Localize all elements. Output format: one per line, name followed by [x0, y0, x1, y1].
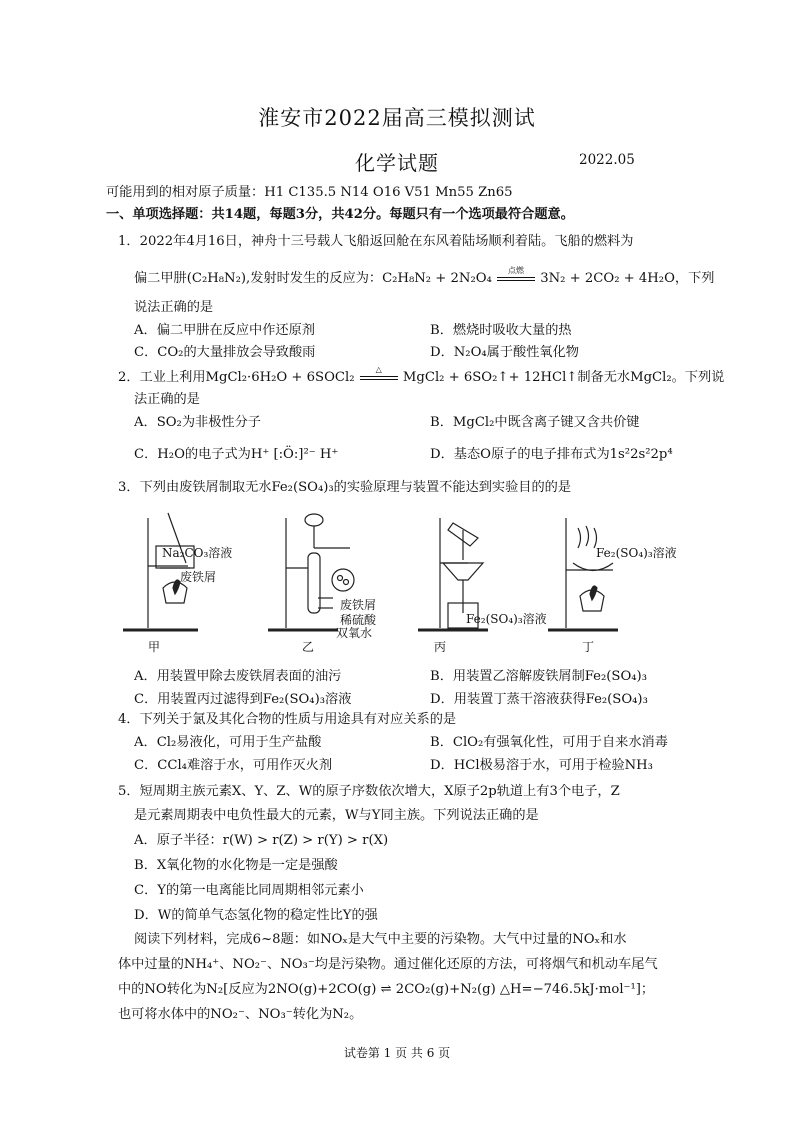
section-heading: 一、单项选择题：共14题，每题3分，共42分。每题只有一个选项最符合题意。	[106, 207, 574, 222]
q1-option-a: A．偏二甲肼在反应中作还原剂	[134, 323, 315, 338]
reading-line4: 也可将水体中的NO₂⁻、NO₃⁻转化为N₂。	[118, 1007, 363, 1022]
q5-stem-line2: 是元素周期表中电负性最大的元素，W与Y同主族。下列说法正确的是	[134, 808, 539, 823]
yi-label: 乙	[302, 640, 315, 654]
q1-option-c: C．CO₂的大量排放会导致酸雨	[134, 345, 316, 360]
page-subtitle: 化学试题	[355, 151, 439, 175]
q4-option-d: D．HCl极易溶于水，可用于检验NH₃	[430, 758, 653, 773]
exam-date: 2022.05	[579, 152, 635, 168]
q5-option-d: D．W的简单气态氢化物的稳定性比Y的强	[134, 908, 378, 923]
yi-liquid-label: 稀硫酸	[340, 613, 377, 627]
q5-option-a: A．原子半径：r(W) > r(Z) > r(Y) > r(X)	[134, 833, 389, 848]
q1-stem-line2-a: 偏二甲肼(C₂H₈N₂),发射时发生的反应为：C₂H₈N₂ + 2N₂O₄	[134, 271, 492, 286]
q3-stem: 3．下列由废铁屑制取无水Fe₂(SO₄)₃的实验原理与装置不能达到实验目的的是	[118, 480, 572, 495]
apparatus-figure	[118, 508, 678, 656]
jia-label: 甲	[148, 640, 161, 654]
jia-reagent-label: Na₂CO₃溶液	[162, 546, 233, 560]
reading-line2: 体中过量的NH₄⁺、NO₂⁻、NO₃⁻均是污染物。通过催化还原的方法，可将烟气和机动车尾气	[118, 957, 658, 972]
page-title: 淮安市2022届高三模拟测试	[258, 106, 536, 130]
q5-stem-line1: 5．短周期主族元素X、Y、Z、W的原子序数依次增大，X原子2p轨道上有3个电子，Z	[118, 784, 620, 799]
q1-stem-line3: 说法正确的是	[134, 300, 214, 315]
q1-stem-line1: 1．2022年4月16日，神舟十三号载人飞船返回舱在东风着陆场顺利着陆。飞船的燃料为	[118, 234, 634, 249]
q1-option-d: D．N₂O₄属于酸性氧化物	[430, 345, 579, 360]
q1-option-b: B．燃烧时吸收大量的热	[430, 323, 572, 338]
q5-option-b: B．X氧化物的水化物是一定是强酸	[134, 858, 338, 873]
yi-solid-label: 废铁屑	[340, 598, 377, 612]
q3-option-d: D．用装置丁蒸干溶液获得Fe₂(SO₄)₃	[430, 692, 648, 707]
yi-bath-label: 双氧水	[336, 626, 373, 640]
q2-option-b: B．MgCl₂中既含离子键又含共价键	[430, 415, 640, 430]
q5-option-c: C．Y的第一电离能比同周期相邻元素小	[134, 883, 364, 898]
jia-solid-label: 废铁屑	[180, 570, 217, 584]
reaction-arrow	[496, 266, 536, 289]
q4-option-c: C．CCl₄难溶于水，可用作灭火剂	[134, 758, 333, 773]
atomic-masses: 可能用到的相对原子质量：H1 C135.5 N14 O16 V51 Mn55 Zn65	[106, 185, 513, 200]
q2-stem-line2: 法正确的是	[134, 392, 200, 407]
q2-stem-line1-a: 2．工业上利用MgCl₂·6H₂O + 6SOCl₂	[118, 370, 355, 385]
reaction-arrow	[359, 365, 399, 388]
q3-option-b: B．用装置乙溶解废铁屑制Fe₂(SO₄)₃	[430, 669, 647, 684]
ding-label: 丁	[582, 640, 595, 654]
q2-option-c: C．H₂O的电子式为H⁺ [:Ö:]²⁻ H⁺	[134, 447, 339, 462]
q3-option-a: A．用装置甲除去废铁屑表面的油污	[134, 669, 342, 684]
q4-option-b: B．ClO₂有强氧化性，可用于自来水消毒	[430, 735, 668, 750]
q1-stem-line2-b: 3N₂ + 2CO₂ + 4H₂O，下列	[540, 271, 715, 286]
reading-line1: 阅读下列材料，完成6~8题：如NOₓ是大气中主要的污染物。大气中过量的NOₓ和水	[134, 932, 627, 947]
arrow-label: △	[375, 365, 382, 374]
q2-stem-line1-b: MgCl₂ + 6SO₂↑+ 12HCl↑制备无水MgCl₂。下列说	[402, 370, 725, 385]
q2-option-a: A．SO₂为非极性分子	[134, 415, 261, 430]
q4-option-a: A．Cl₂易液化，可用于生产盐酸	[134, 735, 322, 750]
arrow-label: 点燃	[508, 266, 525, 275]
q3-option-c: C．用装置丙过滤得到Fe₂(SO₄)₃溶液	[134, 692, 352, 707]
q1-stem-line2	[134, 266, 715, 289]
reading-line3: 中的NO转化为N₂[反应为2NO(g)+2CO(g) ⇌ 2CO₂(g)+N₂(g) △H=−746.5kJ·mol⁻¹]；	[118, 982, 655, 997]
q2-option-d: D．基态O原子的电子排布式为1s²2s²2p⁴	[430, 447, 673, 462]
ding-solution-label: Fe₂(SO₄)₃溶液	[596, 546, 677, 560]
q2-stem-line1	[118, 365, 725, 388]
q4-stem: 4．下列关于氯及其化合物的性质与用途具有对应关系的是	[118, 712, 457, 727]
page-footer: 试卷第 1 页 共 6 页	[343, 1046, 451, 1060]
bing-solution-label: Fe₂(SO₄)₃溶液	[466, 612, 547, 626]
bing-label: 丙	[434, 640, 447, 654]
